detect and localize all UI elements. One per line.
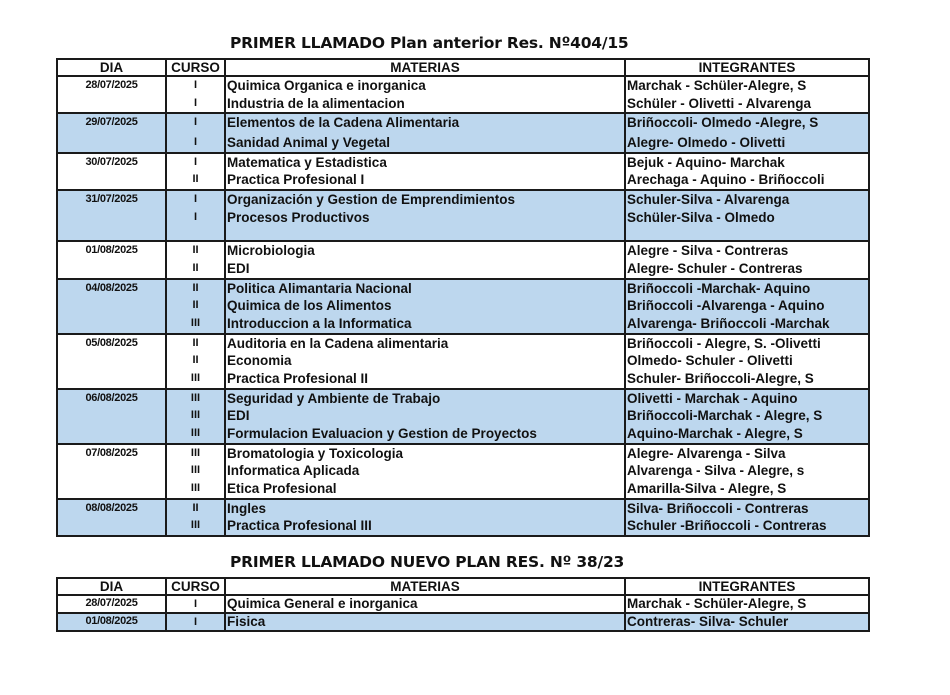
subject-name: Procesos Productivos [227,209,370,225]
subject-name: Elementos de la Cadena Alimentaria [227,115,460,131]
subject-name-cell [225,153,625,190]
committee-members-cell [625,613,869,631]
section-title-nuevo-plan: PRIMER LLAMADO NUEVO PLAN RES. Nº 38/23 [230,553,625,571]
subject-name-cell [225,279,625,334]
exam-date: 28/07/2025 [57,595,166,613]
exam-date: 30/07/2025 [57,153,166,190]
exam-date-group [57,153,869,190]
committee-members: Alvarenga - Silva - Alegre, s [627,463,805,479]
committee-members-cell [625,279,869,334]
exam-date: 05/08/2025 [57,334,166,389]
header-curso: CURSO [166,578,225,595]
course-year: III [190,371,201,384]
subject-name: Fisica [227,614,266,629]
course-year: II [192,261,199,274]
committee-members: Aquino-Marchak - Alegre, S [627,426,803,441]
header-integrantes: INTEGRANTES [625,59,869,76]
course-year-cell [166,241,225,278]
course-year: I [193,193,198,206]
table-header-row [57,578,869,595]
course-year: III [190,409,201,422]
committee-members: Briñoccoli-Marchak - Alegre, S [627,408,823,424]
course-year: II [192,336,199,349]
course-year: I [193,96,198,109]
course-year: II [192,299,199,312]
subject-name: Quimica de los Alimentos [227,298,392,314]
course-year: II [192,173,199,186]
subject-name-cell [225,444,625,499]
section-title-plan-anterior: PRIMER LLAMADO Plan anterior Res. Nº404/15 [230,34,629,52]
subject-name-cell [225,595,625,613]
course-year: II [192,244,199,257]
committee-members: Bejuk - Aquino- Marchak [627,154,785,170]
header-materias: MATERIAS [225,59,625,76]
course-year: I [193,598,198,610]
committee-members: Alegre - Silva - Contreras [627,243,789,259]
exam-schedule-table-plan-anterior [56,58,870,537]
exam-date-group [57,76,869,113]
subject-name: Bromatologia y Toxicologia [227,445,404,461]
subject-name: Quimica General e inorganica [227,596,418,611]
subject-name-cell [225,113,625,152]
exam-date-group [57,241,869,278]
committee-members-cell [625,444,869,499]
subject-name: Politica Alimantaria Nacional [227,280,412,296]
course-year: III [190,446,201,459]
committee-members: Alegre- Olmedo - Olivetti [627,135,786,151]
exam-date: 04/08/2025 [57,279,166,334]
subject-name: Auditoria en la Cadena alimentaria [227,335,449,351]
subject-name-cell [225,241,625,278]
exam-date-group [57,613,869,631]
exam-date: 31/07/2025 [57,190,166,241]
subject-name: Introduccion a la Informatica [227,315,412,331]
committee-members: Olivetti - Marchak - Aquino [627,390,798,406]
course-year-cell [166,334,225,389]
course-year: II [192,281,199,294]
subject-name: Ingles [227,500,267,516]
subject-name: EDI [227,260,250,276]
committee-members: Schuler-Silva - Alvarenga [627,192,790,208]
committee-members: Marchak - Schüler-Alegre, S [627,596,807,611]
subject-name: Quimica Organica e inorganica [227,78,426,93]
course-year: II [192,354,199,367]
subject-name-cell [225,334,625,389]
exam-date-group [57,113,869,152]
course-year: III [190,391,201,404]
exam-date: 07/08/2025 [57,444,166,499]
header-dia: DIA [57,59,166,76]
committee-members: Marchak - Schüler-Alegre, S [627,78,807,93]
exam-date-group [57,190,869,241]
subject-name: Economia [227,353,292,369]
committee-members: Briñoccoli- Olmedo -Alegre, S [627,115,819,131]
course-year: I [193,155,198,168]
exam-date-group [57,334,869,389]
course-year-cell [166,613,225,631]
course-year: II [192,501,199,514]
course-year: I [193,616,198,628]
course-year-cell [166,190,225,241]
committee-members: Briñoccoli -Alvarenga - Aquino [627,298,825,314]
subject-name: Formulacion Evaluacion y Gestion de Proyectos [227,426,537,441]
subject-name: Organización y Gestion de Emprendimientos [227,192,516,208]
course-year: III [190,316,201,329]
committee-members: Arechaga - Aquino - Briñoccoli [627,172,825,188]
course-year-cell [166,499,225,536]
course-year-cell [166,279,225,334]
course-year-cell [166,389,225,444]
exam-date: 28/07/2025 [57,76,166,113]
committee-members: Briñoccoli - Alegre, S. -Olivetti [627,335,821,351]
committee-members-cell [625,241,869,278]
committee-members: Briñoccoli -Marchak- Aquino [627,280,811,296]
committee-members-cell [625,76,869,113]
course-year: I [193,136,198,149]
exam-date: 01/08/2025 [57,241,166,278]
header-dia: DIA [57,578,166,595]
course-year-cell [166,444,225,499]
course-year-cell [166,153,225,190]
exam-date: 01/08/2025 [57,613,166,631]
subject-name-cell [225,76,625,113]
exam-date-group [57,389,869,444]
exam-date-group [57,279,869,334]
committee-members: Contreras- Silva- Schuler [627,614,789,629]
committee-members: Alegre- Schuler - Contreras [627,260,803,276]
subject-name: Practica Profesional II [227,370,369,386]
subject-name: Matematica y Estadistica [227,154,387,170]
course-year-cell [166,76,225,113]
subject-name: Industria de la alimentacion [227,95,405,111]
committee-members-cell [625,153,869,190]
committee-members-cell [625,113,869,152]
subject-name: Microbiologia [227,243,315,259]
course-year: I [193,79,198,91]
course-year: III [190,519,201,532]
committee-members: Schuler -Briñoccoli - Contreras [627,518,827,534]
committee-members: Alvarenga- Briñoccoli -Marchak [627,315,830,331]
committee-members: Schüler - Olivetti - Alvarenga [627,95,812,111]
course-year: III [190,482,201,495]
exam-date-group [57,444,869,499]
course-year: I [193,116,198,129]
committee-members-cell [625,595,869,613]
exam-date-group [57,499,869,536]
committee-members-cell [625,334,869,389]
exam-date: 29/07/2025 [57,113,166,152]
committee-members: Schüler-Silva - Olmedo [627,209,775,225]
committee-members: Alegre- Alvarenga - Silva [627,445,786,461]
course-year: III [190,464,201,477]
exam-date-group [57,595,869,613]
exam-schedule-table-nuevo-plan [56,577,870,632]
committee-members-cell [625,389,869,444]
subject-name: EDI [227,408,250,424]
subject-name: Sanidad Animal y Vegetal [227,135,391,151]
course-year: I [193,210,198,223]
header-integrantes: INTEGRANTES [625,578,869,595]
subject-name: Seguridad y Ambiente de Trabajo [227,390,441,406]
committee-members-cell [625,190,869,241]
course-year-cell [166,595,225,613]
subject-name: Informatica Aplicada [227,463,360,479]
subject-name-cell [225,389,625,444]
header-curso: CURSO [166,59,225,76]
exam-date: 06/08/2025 [57,389,166,444]
committee-members: Amarilla-Silva - Alegre, S [627,481,787,497]
committee-members-cell [625,499,869,536]
committee-members: Olmedo- Schuler - Olivetti [627,353,793,369]
table-header-row [57,59,869,76]
subject-name-cell [225,190,625,241]
course-year: III [190,427,201,439]
committee-members: Silva- Briñoccoli - Contreras [627,500,809,516]
exam-date: 08/08/2025 [57,499,166,536]
committee-members: Schuler- Briñoccoli-Alegre, S [627,370,814,386]
header-materias: MATERIAS [225,578,625,595]
course-year-cell [166,113,225,152]
subject-name: Practica Profesional I [227,172,365,188]
subject-name-cell [225,613,625,631]
subject-name: Practica Profesional III [227,518,372,534]
subject-name-cell [225,499,625,536]
subject-name: Etica Profesional [227,481,337,497]
